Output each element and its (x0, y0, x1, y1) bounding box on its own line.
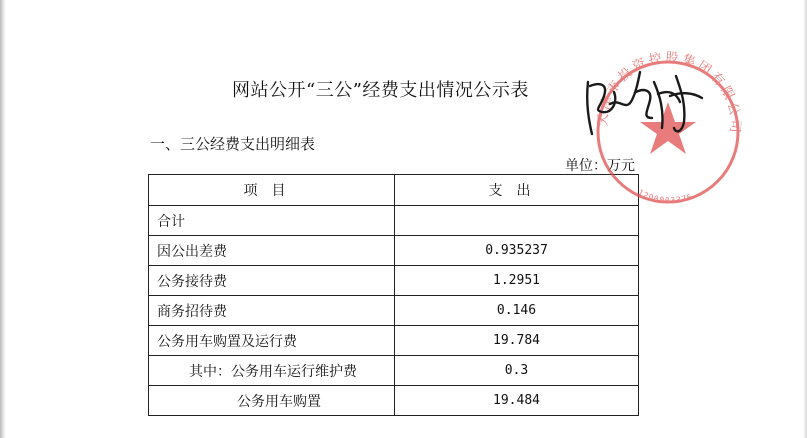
row-amount (395, 206, 639, 236)
header-item: 项目 (149, 175, 395, 206)
table-row (149, 236, 639, 266)
row-amount: 1.2951 (395, 266, 639, 296)
header-amount: 支出 (395, 175, 639, 206)
table-row (149, 206, 639, 236)
document-title: 网站公开“三公”经费支出情况公示表 (232, 80, 529, 101)
row-item: 公务用车购置及运行费 (149, 326, 395, 356)
unit-label: 单位：万元 (565, 158, 635, 174)
row-item: 商务招待费 (149, 296, 395, 326)
row-amount: 0.935237 (395, 236, 639, 266)
table-row (149, 266, 639, 296)
row-item: 公务用车购置 (149, 386, 395, 416)
table-header-row (149, 175, 639, 206)
page-edge-right (803, 0, 807, 438)
page-edge-shadow (0, 0, 6, 438)
row-item: 合计 (149, 206, 395, 236)
svg-text:1200003376: 1200003376 (636, 187, 695, 205)
table-row (149, 356, 639, 386)
row-item: 因公出差费 (149, 236, 395, 266)
expense-table (148, 174, 639, 416)
signature-icon (580, 52, 710, 142)
svg-text:天津市投资控股集团有限公司: 天津市投资控股集团有限公司 (595, 50, 743, 136)
table-row (149, 326, 639, 356)
row-amount: 19.784 (395, 326, 639, 356)
row-item: 公务接待费 (149, 266, 395, 296)
table-row (149, 386, 639, 416)
table-row (149, 296, 639, 326)
row-amount: 19.484 (395, 386, 639, 416)
row-amount: 0.3 (395, 356, 639, 386)
row-amount: 0.146 (395, 296, 639, 326)
section-heading: 一、三公经费支出明细表 (150, 135, 316, 153)
row-item: 其中：公务用车运行维护费 (149, 356, 395, 386)
